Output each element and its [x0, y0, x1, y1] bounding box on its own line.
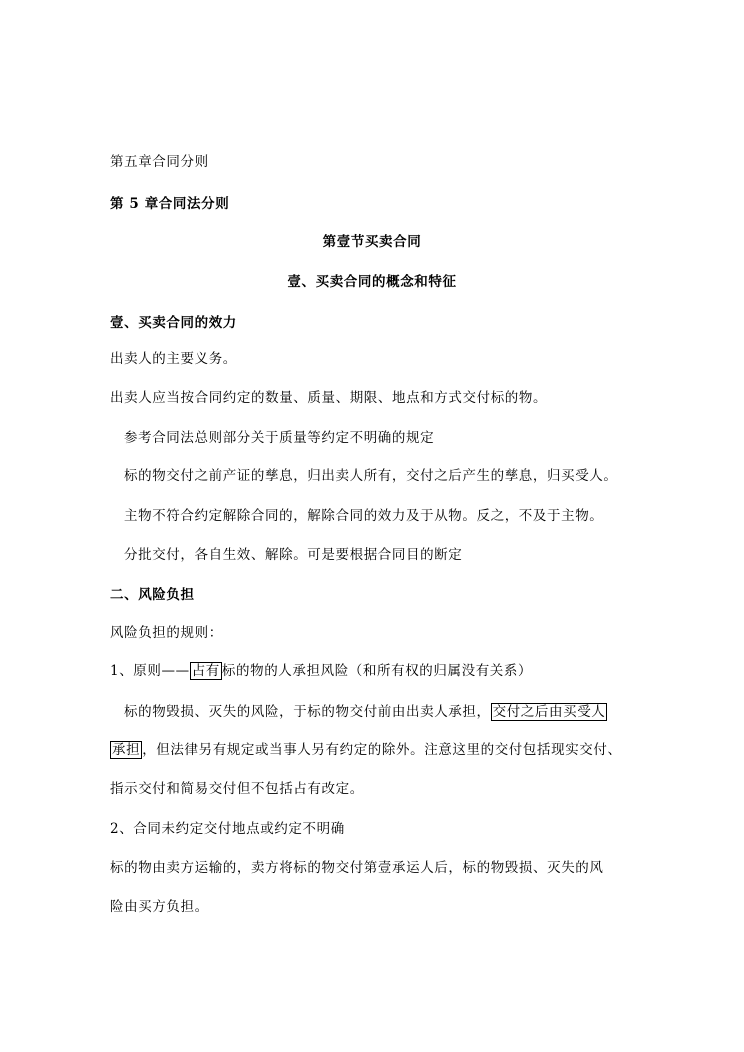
risk-prefix: 标的物毁损、灭失的风险，于标的物交付前由出卖人承担， [124, 704, 491, 720]
chapter-title: 第五章合同分则 [110, 154, 209, 170]
paragraph-no-place-agreed: 2、合同未约定交付地点或约定不明确 [110, 821, 345, 837]
paragraph-installment: 分批交付，各自生效、解除。可是要根据合同目的断定 [124, 547, 463, 563]
paragraph-delivery-types: 指示交付和简易交付但不包括占有改定。 [110, 781, 364, 797]
chapter-heading: 第 5 章合同法分则 [110, 196, 230, 212]
heading-risk: 二、风险负担 [110, 587, 195, 603]
paragraph-delivery-duty: 出卖人应当按合同约定的数量、质量、期限、地点和方式交付标的物。 [110, 390, 548, 406]
paragraph-principle [110, 661, 532, 681]
heading-effect: 壹、买卖合同的效力 [110, 315, 237, 331]
exception-suffix: ，但法律另有规定或当事人另有约定的除外。注意这里的交付包括现实交付、 [142, 742, 622, 758]
paragraph-risk-exception [110, 740, 622, 760]
principle-suffix: 标的物的人承担风险（和所有权的归属没有关系） [221, 663, 533, 679]
paragraph-fruits: 标的物交付之前产证的孳息，归出卖人所有，交付之后产生的孳息，归买受人。 [124, 468, 618, 484]
boxed-term-bear: 承担 [112, 742, 141, 758]
section-title: 第壹节买卖合同 [322, 234, 422, 250]
principle-prefix: 1、原则—— [110, 663, 190, 679]
paragraph-risk-rules: 风险负担的规则： [110, 625, 223, 641]
paragraph-risk-before-delivery [124, 702, 607, 722]
paragraph-buyer-bears-risk: 险由买方负担。 [110, 899, 209, 915]
boxed-term-possession: 占有 [191, 663, 220, 679]
boxed-term-after-delivery: 交付之后由买受人 [492, 704, 606, 720]
paragraph-main-obligation: 出卖人的主要义务。 [110, 351, 237, 367]
paragraph-quality-reference: 参考合同法总则部分关于质量等约定不明确的规定 [124, 430, 435, 446]
paragraph-carrier-delivery: 标的物由卖方运输的，卖方将标的物交付第壹承运人后，标的物毁损、灭失的风 [110, 860, 604, 876]
paragraph-principal-accessory: 主物不符合约定解除合同的，解除合同的效力及于从物。反之，不及于主物。 [124, 508, 604, 524]
subsection-title: 壹、买卖合同的概念和特征 [287, 274, 457, 290]
